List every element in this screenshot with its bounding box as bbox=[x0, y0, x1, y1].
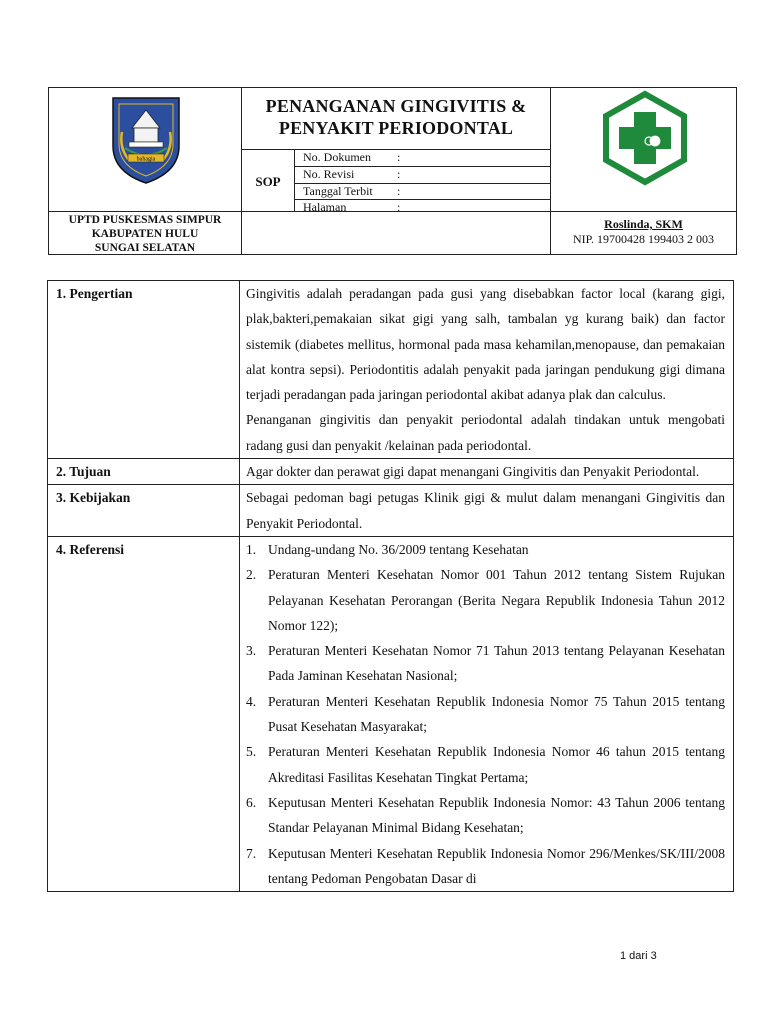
org-line-2: KABUPATEN HULU bbox=[91, 228, 199, 240]
section-content-pengertian bbox=[240, 281, 733, 458]
pengertian-paragraph-1: Gingivitis adalah peradangan pada gusi yang disebabkan factor local (karang gigi, plak,bakteri,pemakaian sikat gigi yang salh, tambalan yg kurang baik) dan factor sistemik (diabetes mellitus, hormonal pada masa kehamilan,menopause, dan pemakaian alat kontra sepsi). Periodontitis adalah penyakit pada jaringan pendukung gigi dimana terjadi peradangan pada jaringan periodontal akibat adanya plak dan calculus. bbox=[246, 286, 725, 403]
reference-number: 7. bbox=[246, 845, 257, 861]
tujuan-text: Agar dokter dan perawat gigi dapat menangani Gingivitis dan Penyakit Periodontal. bbox=[246, 464, 700, 480]
section-label-pengertian: 1. Pengertian bbox=[48, 281, 240, 458]
section-label-referensi: 4. Referensi bbox=[48, 537, 240, 891]
kebijakan-text: Sebagai pedoman bagi petugas Klinik gigi & mulut dalam menangani Gingivitis dan Penyakit Periodontal. bbox=[246, 490, 725, 531]
page-number: 1 dari 3 bbox=[620, 950, 657, 962]
section-label-kebijakan: 3. Kebijakan bbox=[48, 485, 240, 536]
organization-name bbox=[49, 212, 241, 255]
reference-text: Peraturan Menteri Kesehatan Nomor 71 Tahun 2013 tentang Pelayanan Kesehatan Pada Jaminan Kesehatan Nasional; bbox=[268, 643, 725, 684]
organization-cell bbox=[48, 211, 242, 255]
doc-issue-date-label: Tanggal Terbit bbox=[303, 183, 373, 198]
reference-text: Keputusan Menteri Kesehatan Republik Indonesia Nomor: 43 Tahun 2006 tentang Standar Pelayanan Minimal Bidang Kesehatan; bbox=[268, 794, 725, 836]
sop-content-table bbox=[47, 280, 734, 892]
section-content-tujuan bbox=[240, 459, 733, 484]
regional-emblem-cell bbox=[48, 87, 242, 212]
section-tujuan bbox=[47, 459, 734, 485]
signature-blank-cell bbox=[241, 211, 551, 255]
reference-text: Keputusan Menteri Kesehatan Republik Indonesia Nomor 296/Menkes/SK/III/2008 tentang Pedoman Pengobatan Dasar di bbox=[268, 845, 725, 886]
org-line-1: UPTD PUSKESMAS SIMPUR bbox=[68, 214, 222, 226]
signatory-name: Roslinda, SKM bbox=[604, 217, 683, 231]
document-title-cell bbox=[241, 87, 551, 150]
reference-item bbox=[246, 537, 725, 562]
reference-number: 1. bbox=[246, 541, 257, 557]
reference-number: 3. bbox=[246, 643, 257, 659]
org-line-3: SUNGAI SELATAN bbox=[94, 242, 196, 254]
reference-number: 6. bbox=[246, 794, 257, 810]
reference-item bbox=[246, 689, 725, 740]
health-cross-logo-icon bbox=[551, 88, 738, 213]
doc-revision-label: No. Revisi bbox=[303, 166, 355, 181]
doc-number-separator: : bbox=[397, 150, 401, 164]
doc-row-revision bbox=[295, 167, 550, 184]
doc-revision-separator: : bbox=[397, 166, 401, 181]
signatory-nip: NIP. 19700428 199403 2 003 bbox=[572, 232, 714, 246]
doc-page-label: Halaman bbox=[303, 200, 347, 215]
signatory-cell bbox=[550, 211, 737, 255]
sop-cell bbox=[241, 149, 295, 212]
doc-row-issue-date bbox=[295, 184, 550, 201]
reference-text: Peraturan Menteri Kesehatan Republik Indonesia Nomor 75 Tahun 2015 tentang Pusat Kesehatan Masyarakat; bbox=[268, 693, 725, 735]
section-label-tujuan: 2. Tujuan bbox=[48, 459, 240, 484]
reference-number: 5. bbox=[246, 744, 257, 760]
section-referensi bbox=[47, 537, 734, 892]
doc-number-label: No. Dokumen bbox=[303, 150, 371, 164]
reference-text: Peraturan Menteri Kesehatan Nomor 001 Tahun 2012 tentang Sistem Rujukan Pelayanan Kesehatan Perorangan (Berita Negara Republik Indonesia Tahun 2012 Nomor 122); bbox=[268, 567, 725, 633]
section-content-referensi bbox=[240, 537, 733, 891]
section-kebijakan bbox=[47, 485, 734, 537]
doc-issue-date-separator: : bbox=[397, 183, 401, 198]
reference-item bbox=[246, 562, 725, 638]
section-pengertian bbox=[47, 280, 734, 459]
section-content-kebijakan bbox=[240, 485, 733, 536]
emblem-ribbon-text: bahagia bbox=[136, 156, 156, 163]
reference-text: Peraturan Menteri Kesehatan Republik Indonesia Nomor 46 tahun 2015 tentang Akreditasi Fasilitas Kesehatan Tingkat Pertama; bbox=[268, 744, 725, 785]
title-line-2: PENYAKIT PERIODONTAL bbox=[278, 118, 514, 138]
reference-number: 2. bbox=[246, 567, 257, 583]
health-logo-cell bbox=[550, 87, 737, 212]
reference-item bbox=[246, 790, 725, 841]
reference-item bbox=[246, 638, 725, 689]
document-title bbox=[242, 88, 550, 139]
sop-label: SOP bbox=[255, 174, 281, 189]
reference-item bbox=[246, 739, 725, 790]
doc-row-number bbox=[295, 150, 550, 167]
title-line-1: PENANGANAN GINGIVITIS & bbox=[265, 96, 527, 116]
document-info-cell bbox=[294, 149, 551, 215]
regional-emblem-icon bbox=[49, 88, 243, 213]
reference-number: 4. bbox=[246, 693, 257, 709]
pengertian-paragraph-2: Penanganan gingivitis dan penyakit periodontal adalah tindakan untuk mengobati radang gusi dan penyakit /kelainan pada periodontal. bbox=[246, 412, 725, 453]
doc-page-separator: : bbox=[397, 200, 401, 215]
reference-list bbox=[246, 537, 725, 891]
reference-item bbox=[246, 841, 725, 892]
reference-text: Undang-undang No. 36/2009 tentang Kesehatan bbox=[268, 541, 529, 557]
